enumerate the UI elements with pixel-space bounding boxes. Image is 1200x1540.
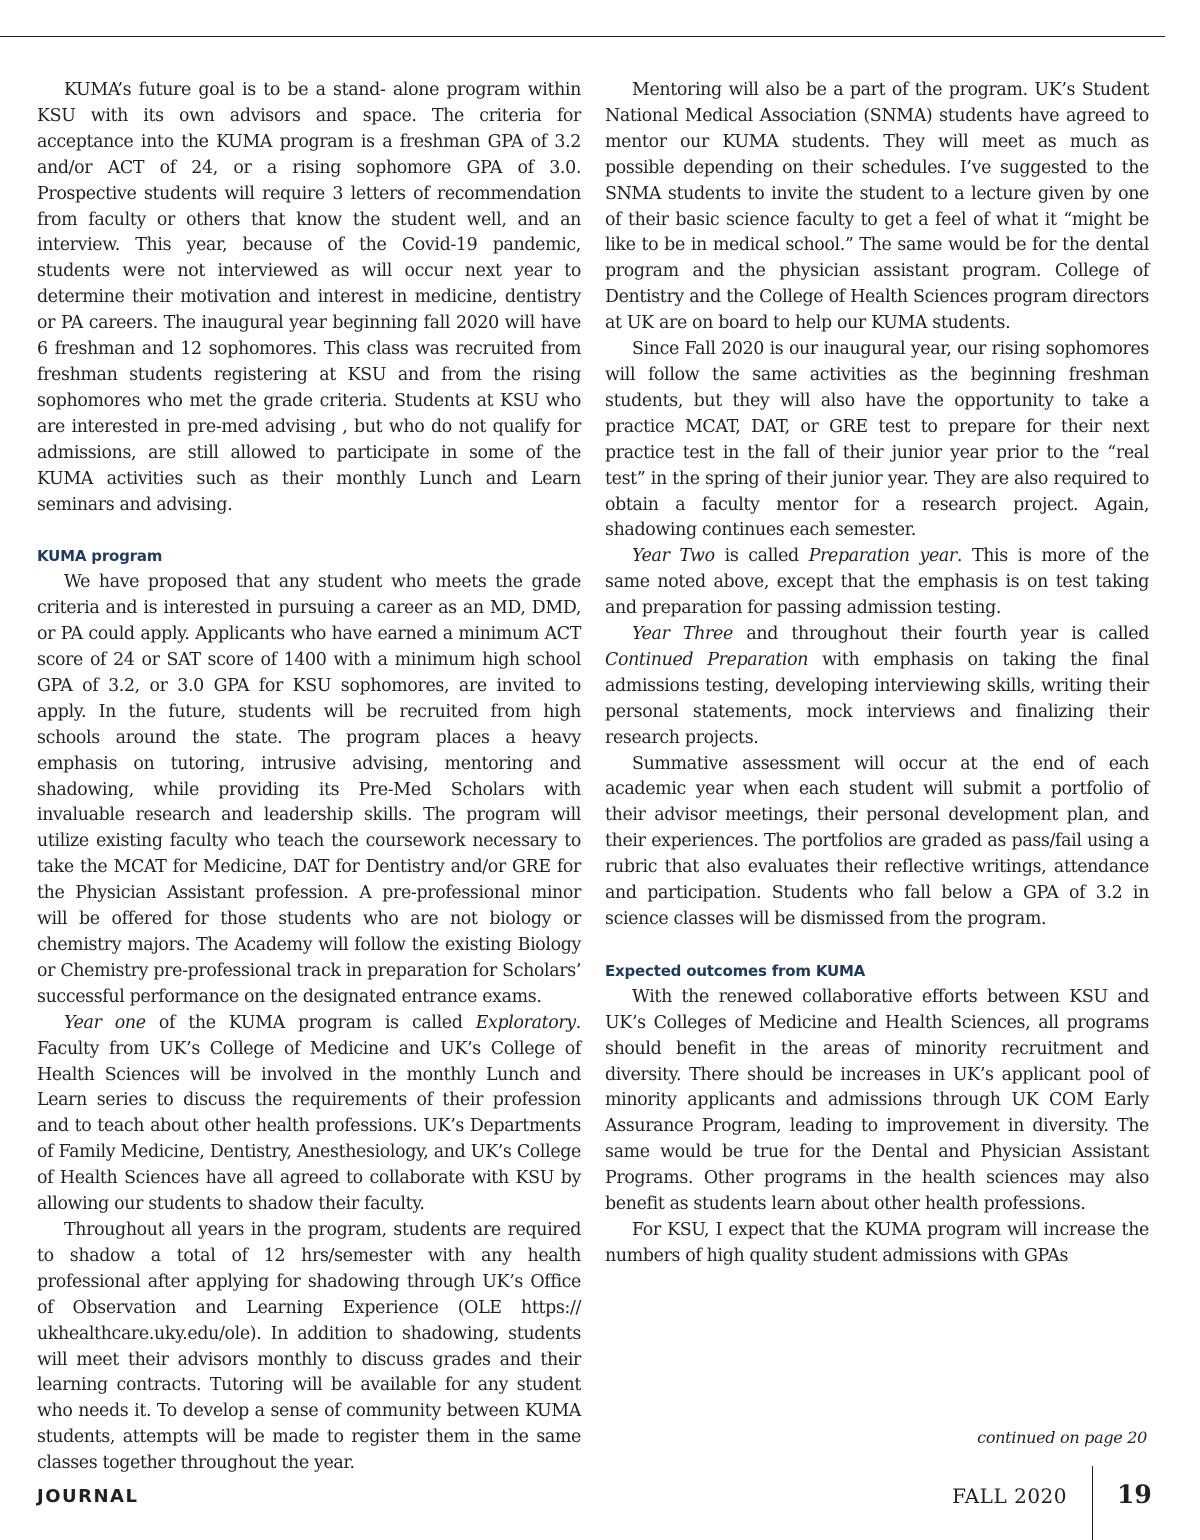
paragraph-year-two [605, 544, 1149, 622]
footer-divider [1092, 1466, 1093, 1540]
paragraph: We have proposed that any student who meets the grade criteria and is interested in pursuing a career as an MD, DMD, or PA could apply. Applicants who have earned a minimum ACT score of 24 or SAT score of 1400 with a minimum high school GPA of 3.2, or 3.0 GPA for KSU sophomores, are invited to apply. In the future, students will be recruited from high schools around the state. The program places a heavy emphasis on tutoring, intrusive advising, mentoring and shadowing, while providing its Pre-Med Scholars with invaluable research and leadership skills. The program will utilize existing faculty who teach the coursework necessary to take the MCAT for Medicine, DAT for Dentistry and/or GRE for the Physician Assistant profession. A pre-professional minor will be offered for those students who are not biology or chemistry majors. The Academy will follow the existing Biology or Chemistry pre-professional track in preparation for Scholars’ successful performance on the designated entrance exams. [37, 572, 581, 1007]
paragraph: Throughout all years in the program, students are required to shadow a total of 12 hrs/semester with any health professional after applying for shadowing through UK’s Office of Observation and Learning Experience (OLE https:// ukhealthcare.uky.edu/ole). In addition to shadowing, students will meet their advisors monthly to discuss grades and their learning contracts. Tutoring will be available for any student who needs it. To develop a sense of community between KUMA students, attempts will be made to register them in the same classes together throughout the year. [37, 1219, 581, 1474]
text-run: and throughout their fourth year is called [732, 624, 1149, 645]
term-continued-preparation: Continued Preparation [605, 649, 809, 670]
top-rule [0, 36, 1165, 37]
text-run: of the KUMA program is called [145, 1012, 476, 1033]
left-column [37, 78, 581, 1477]
text-run: is called [714, 546, 809, 567]
section-heading-expected-outcomes: Expected outcomes from KUMA [605, 961, 866, 980]
continued-note: continued on page 20 [977, 1428, 1147, 1447]
paragraph-year-three [605, 622, 1149, 752]
paragraph: With the renewed collaborative efforts between KSU and UK’s Colleges of Medicine and Health Sciences, all programs should benefit in the areas of minority recruitment and diversity. There should be increases in UK’s applicant pool of minority applicants and admissions through UK COM Early Assurance Program, leading to improvement in diversity. The same would be true for the Dental and Physician Assistant Programs. Other programs in the health sciences may also benefit as students learn about other health professions. [605, 986, 1149, 1215]
text-run: . This is more of the same noted above, except that the emphasis is on test taking and preparation for passing admission testing. [605, 546, 1149, 619]
term-exploratory: Exploratory [475, 1012, 576, 1033]
paragraph: KUMA’s future goal is to be a stand- alone program within KSU with its own advisors and space. The criteria for acceptance into the KUMA program is a freshman GPA of 3.2 and/or ACT of 24, or a rising sophomore GPA of 3.0. Prospective students will require 3 letters of recommendation from faculty or others that know the student well, and an interview. This year, because of the Covid-19 pandemic, students were not interviewed as will occur next year to determine their motivation and interest in medicine, dentistry or PA careers. The inaugural year beginning fall 2020 will have 6 freshman and 12 sophomores. This class was recruited from freshman students registering at KSU and from the rising sophomores who met the grade criteria. Students at KSU who are interested in pre-med advising , but who do not qualify for admissions, are still allowed to participate in some of the KUMA activities such as their monthly Lunch and Learn seminars and advising. [37, 80, 581, 515]
paragraph: For KSU, I expect that the KUMA program will increase the numbers of high quality student admissions with GPAs [605, 1219, 1149, 1266]
paragraph: Mentoring will also be a part of the program. UK’s Student National Medical Association (SNMA) students have agreed to mentor our KUMA students. They will meet as much as possible depending on their schedules. I’ve suggested to the SNMA students to invite the student to a lecture given by one of their basic science faculty to get a feel of what it “might be like to be in medical school.” The same would be for the dental program and the physician assistant program. College of Dentistry and the College of Health Sciences program directors at UK are on board to help our KUMA students. [605, 80, 1149, 334]
term-year-three: Year Three [632, 624, 733, 645]
paragraph: Since Fall 2020 is our inaugural year, our rising sophomores will follow the same activities as the beginning freshman students, but they will also have the opportunity to take a practice MCAT, DAT, or GRE test to prepare for their next practice test in the fall of their junior year prior to the “real test” in the spring of their junior year. They are also required to obtain a faculty mentor for a research project. Again, shadowing continues each semester. [605, 339, 1149, 541]
paragraph-year-one [37, 1011, 581, 1218]
text-run: with emphasis on taking the final admissions testing, developing interviewing skills, writing their personal statements, mock interviews and finalizing their research projects. [605, 649, 1149, 748]
page-number: 19 [1117, 1480, 1152, 1509]
text-run: . Faculty from UK’s College of Medicine and UK’s College of Health Sciences will be involved in the monthly Lunch and Learn series to discuss the requirements of their profession and to teach about other health professions. UK’s Departments of Family Medicine, Dentistry, Anesthesiology, and UK’s College of Health Sciences have all agreed to collaborate with KSU by allowing our students to shadow their faculty. [37, 1012, 581, 1215]
footer-journal-name: JOURNAL [37, 1486, 139, 1507]
paragraph: Summative assessment will occur at the end of each academic year when each student will submit a portfolio of their advisor meetings, their personal development plan, and their experiences. The portfolios are graded as pass/fail using a rubric that also evaluates their reflective writings, attendance and participation. Students who fall below a GPA of 3.2 in science classes will be dismissed from the program. [605, 753, 1149, 929]
right-column [605, 78, 1149, 1270]
section-heading-kuma-program: KUMA program [37, 547, 163, 566]
term-year-two: Year Two [632, 546, 715, 567]
term-preparation-year: Preparation year [808, 546, 957, 567]
footer-issue: FALL 2020 [952, 1484, 1067, 1508]
term-year-one: Year one [64, 1012, 146, 1033]
